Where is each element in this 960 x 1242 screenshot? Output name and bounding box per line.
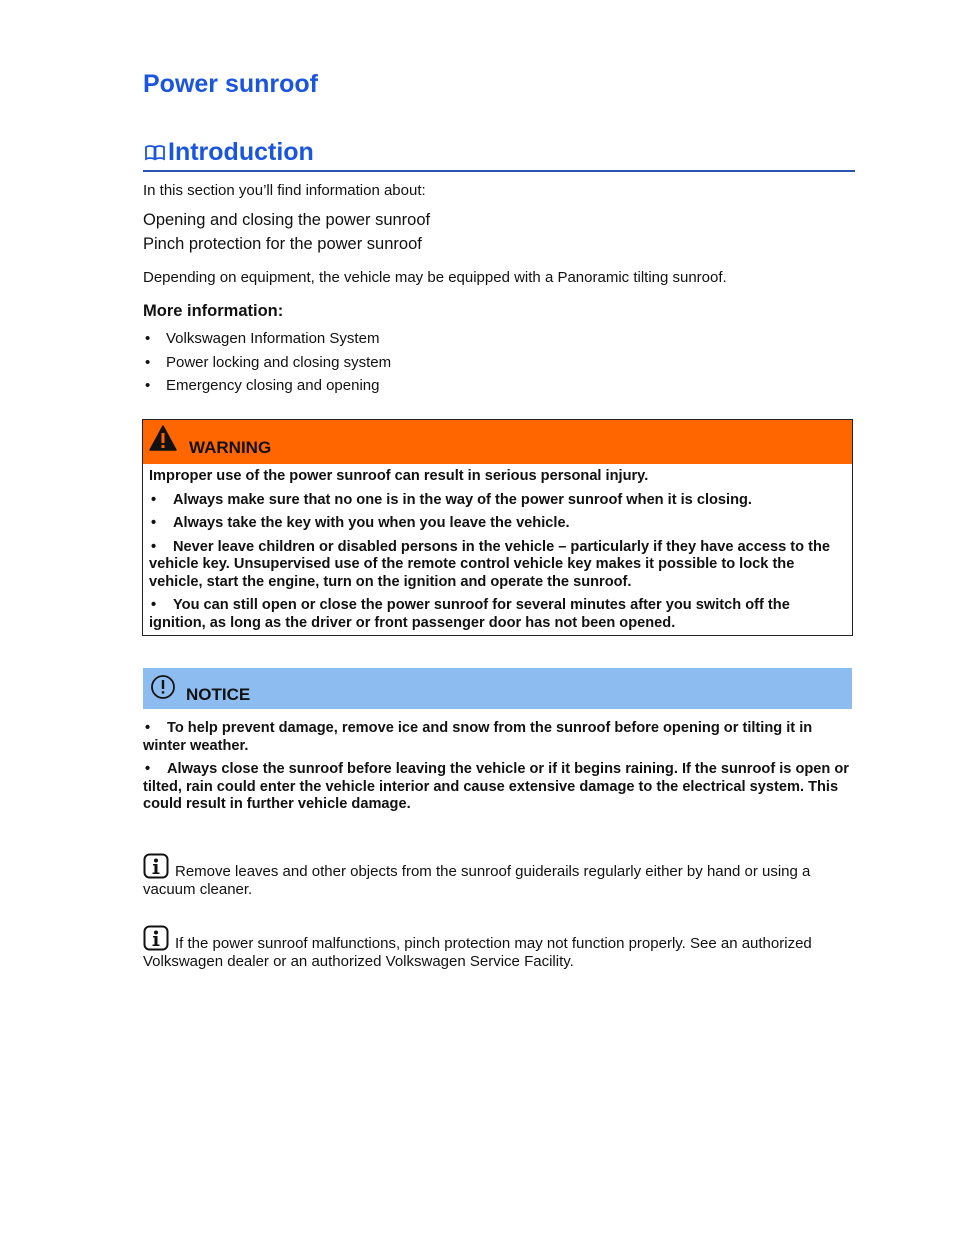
section-header bbox=[143, 136, 855, 172]
info-icon bbox=[143, 925, 169, 951]
more-info-link: Power locking and closing system bbox=[166, 353, 392, 371]
topic-item: Pinch protection for the power sunroof bbox=[143, 235, 422, 253]
more-info-list bbox=[143, 329, 391, 400]
more-info-link: Emergency closing and opening bbox=[166, 377, 380, 394]
notice-body bbox=[143, 720, 855, 820]
more-info-link: Volkswagen Information System bbox=[166, 330, 380, 347]
warning-title: WARNING bbox=[189, 438, 272, 457]
warning-triangle-icon bbox=[148, 424, 178, 452]
warning-item: • Always make sure that no one is in the way of the power sunroof when it is closing. bbox=[151, 491, 752, 508]
info-icon bbox=[143, 853, 169, 879]
list-item: • Volkswagen Information System bbox=[145, 330, 380, 347]
more-info-heading: More information: bbox=[143, 302, 284, 320]
warning-lead: Improper use of the power sunroof can result in serious personal injury. bbox=[149, 468, 649, 484]
info-note bbox=[143, 853, 855, 898]
list-item: • Power locking and closing system bbox=[145, 353, 392, 371]
list-item: • Emergency closing and opening bbox=[145, 377, 380, 394]
section-title: Introduction bbox=[168, 138, 314, 166]
info-note-text: Remove leaves and other objects from the sunroof guiderails regularly either by hand or using a vacuum cleaner. bbox=[143, 863, 811, 898]
warning-body bbox=[149, 468, 841, 638]
book-icon bbox=[144, 144, 166, 162]
page-title: Power sunroof bbox=[143, 70, 319, 98]
info-note-text: If the power sunroof malfunctions, pinch protection may not function properly. See an authorized Volkswagen dealer or an authorized Volkswagen Service Facility. bbox=[143, 935, 812, 970]
notice-item: • To help prevent damage, remove ice and snow from the sunroof before opening or tilting it in winter weather. bbox=[143, 720, 813, 754]
warning-item: • You can still open or close the power sunroof for several minutes after you switch off the ignition, as long as the driver or front passenger door has not been opened. bbox=[149, 597, 790, 631]
exclamation-circle-icon bbox=[150, 674, 176, 700]
info-note bbox=[143, 925, 855, 970]
intro-lead: In this section you’ll find information about: bbox=[143, 182, 426, 199]
warning-item: • Never leave children or disabled persons in the vehicle – particularly if they have access to the vehicle key. Unsupervised use of the remote control vehicle key makes it possible to lock the vehicle, start the engine, turn on the ignition and operate the sunroof. bbox=[149, 538, 830, 590]
notice-header bbox=[143, 668, 852, 709]
notice-title: NOTICE bbox=[186, 685, 251, 704]
equipment-note: Depending on equipment, the vehicle may be equipped with a Panoramic tilting sunroof. bbox=[143, 269, 727, 286]
warning-item: • Always take the key with you when you leave the vehicle. bbox=[151, 515, 570, 531]
warning-box bbox=[142, 419, 853, 636]
topic-item: Opening and closing the power sunroof bbox=[143, 211, 431, 229]
notice-item: • Always close the sunroof before leaving the vehicle or if it begins raining. If the sunroof is open or tilted, rain could enter the vehicle interior and cause extensive damage to the electrical system. This could result in further vehicle damage. bbox=[143, 761, 849, 812]
warning-header bbox=[143, 420, 852, 464]
